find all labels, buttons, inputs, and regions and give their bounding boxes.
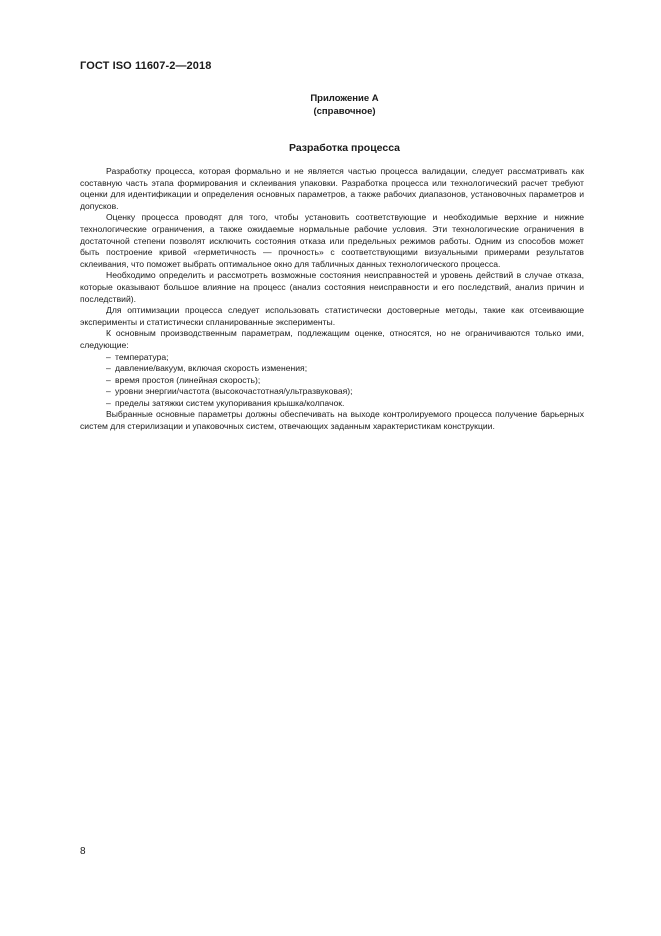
section-title: Разработка процесса: [288, 142, 401, 154]
paragraph: Для оптимизации процесса следует использовать статистически достоверные методы, такие как отсеивающие эксперименты и статистически спланированные эксперименты.: [80, 305, 584, 327]
list-item: – температура;: [106, 351, 169, 362]
document-body: [80, 166, 584, 433]
page-number: 8: [80, 846, 86, 857]
parameter-list: [80, 352, 584, 410]
paragraph: Необходимо определить и рассмотреть возможные состояния неисправностей и уровень действий в случае отказа, которые оказывают большое влияние на процесс (анализ состояния неисправности и его последствий, анализ причин и последствий).: [80, 270, 584, 304]
annex-title: Приложение А: [310, 93, 379, 104]
annex-heading: [0, 92, 661, 118]
list-item-text: пределы затяжки систем укупоривания крышка/колпачок.: [115, 397, 345, 408]
list-item-text: давление/вакуум, включая скорость изменения;: [115, 363, 308, 374]
list-item: – пределы затяжки систем укупоривания крышка/колпачок.: [106, 397, 345, 408]
list-item: – уровни энергии/частота (высокочастотная/ультразвуковая);: [106, 386, 353, 397]
list-item-text: уровни энергии/частота (высокочастотная/ультразвуковая);: [115, 386, 353, 397]
paragraph: Разработку процесса, которая формально и не является частью процесса валидации, следует рассматривать как составную часть этапа формирования и склеивания упаковки. Разработка процесса или технологический расчет требуют оценки для идентификации и определения основных параметров, а также рабочих диапазонов, установочных параметров и допусков.: [80, 166, 584, 211]
list-item-text: температура;: [115, 351, 169, 362]
list-item-text: время простоя (линейная скорость);: [115, 374, 261, 385]
list-item: – давление/вакуум, включая скорость изменения;: [106, 363, 308, 374]
list-item: – время простоя (линейная скорость);: [106, 374, 261, 385]
paragraph: К основным производственным параметрам, подлежащим оценке, относятся, но не ограничиваются только ими, следующие:: [80, 328, 584, 350]
final-paragraph: Выбранные основные параметры должны обеспечивать на выходе контролируемого процесса получение барьерных систем для стерилизации и упаковочных систем, отвечающих заданным характеристикам конструкции.: [80, 409, 584, 432]
paragraph: Оценку процесса проводят для того, чтобы установить соответствующие и необходимые верхние и нижние технологические ограничения, а также ожидаемые нормальные рабочие условия. Эти технологические ограничения в достаточной степени позволят исключить состояния отказа или предельных режимов работы. Одним из способов может быть построение кривой «герметичность — прочность» с соответствующими визуальными примерами результатов склеивания, что поможет выбрать оптимальное окно для табличных данных технологического процесса.: [80, 212, 584, 269]
annex-subtitle: (справочное): [313, 106, 376, 117]
document-header: ГОСТ ISO 11607-2—2018: [80, 60, 212, 72]
